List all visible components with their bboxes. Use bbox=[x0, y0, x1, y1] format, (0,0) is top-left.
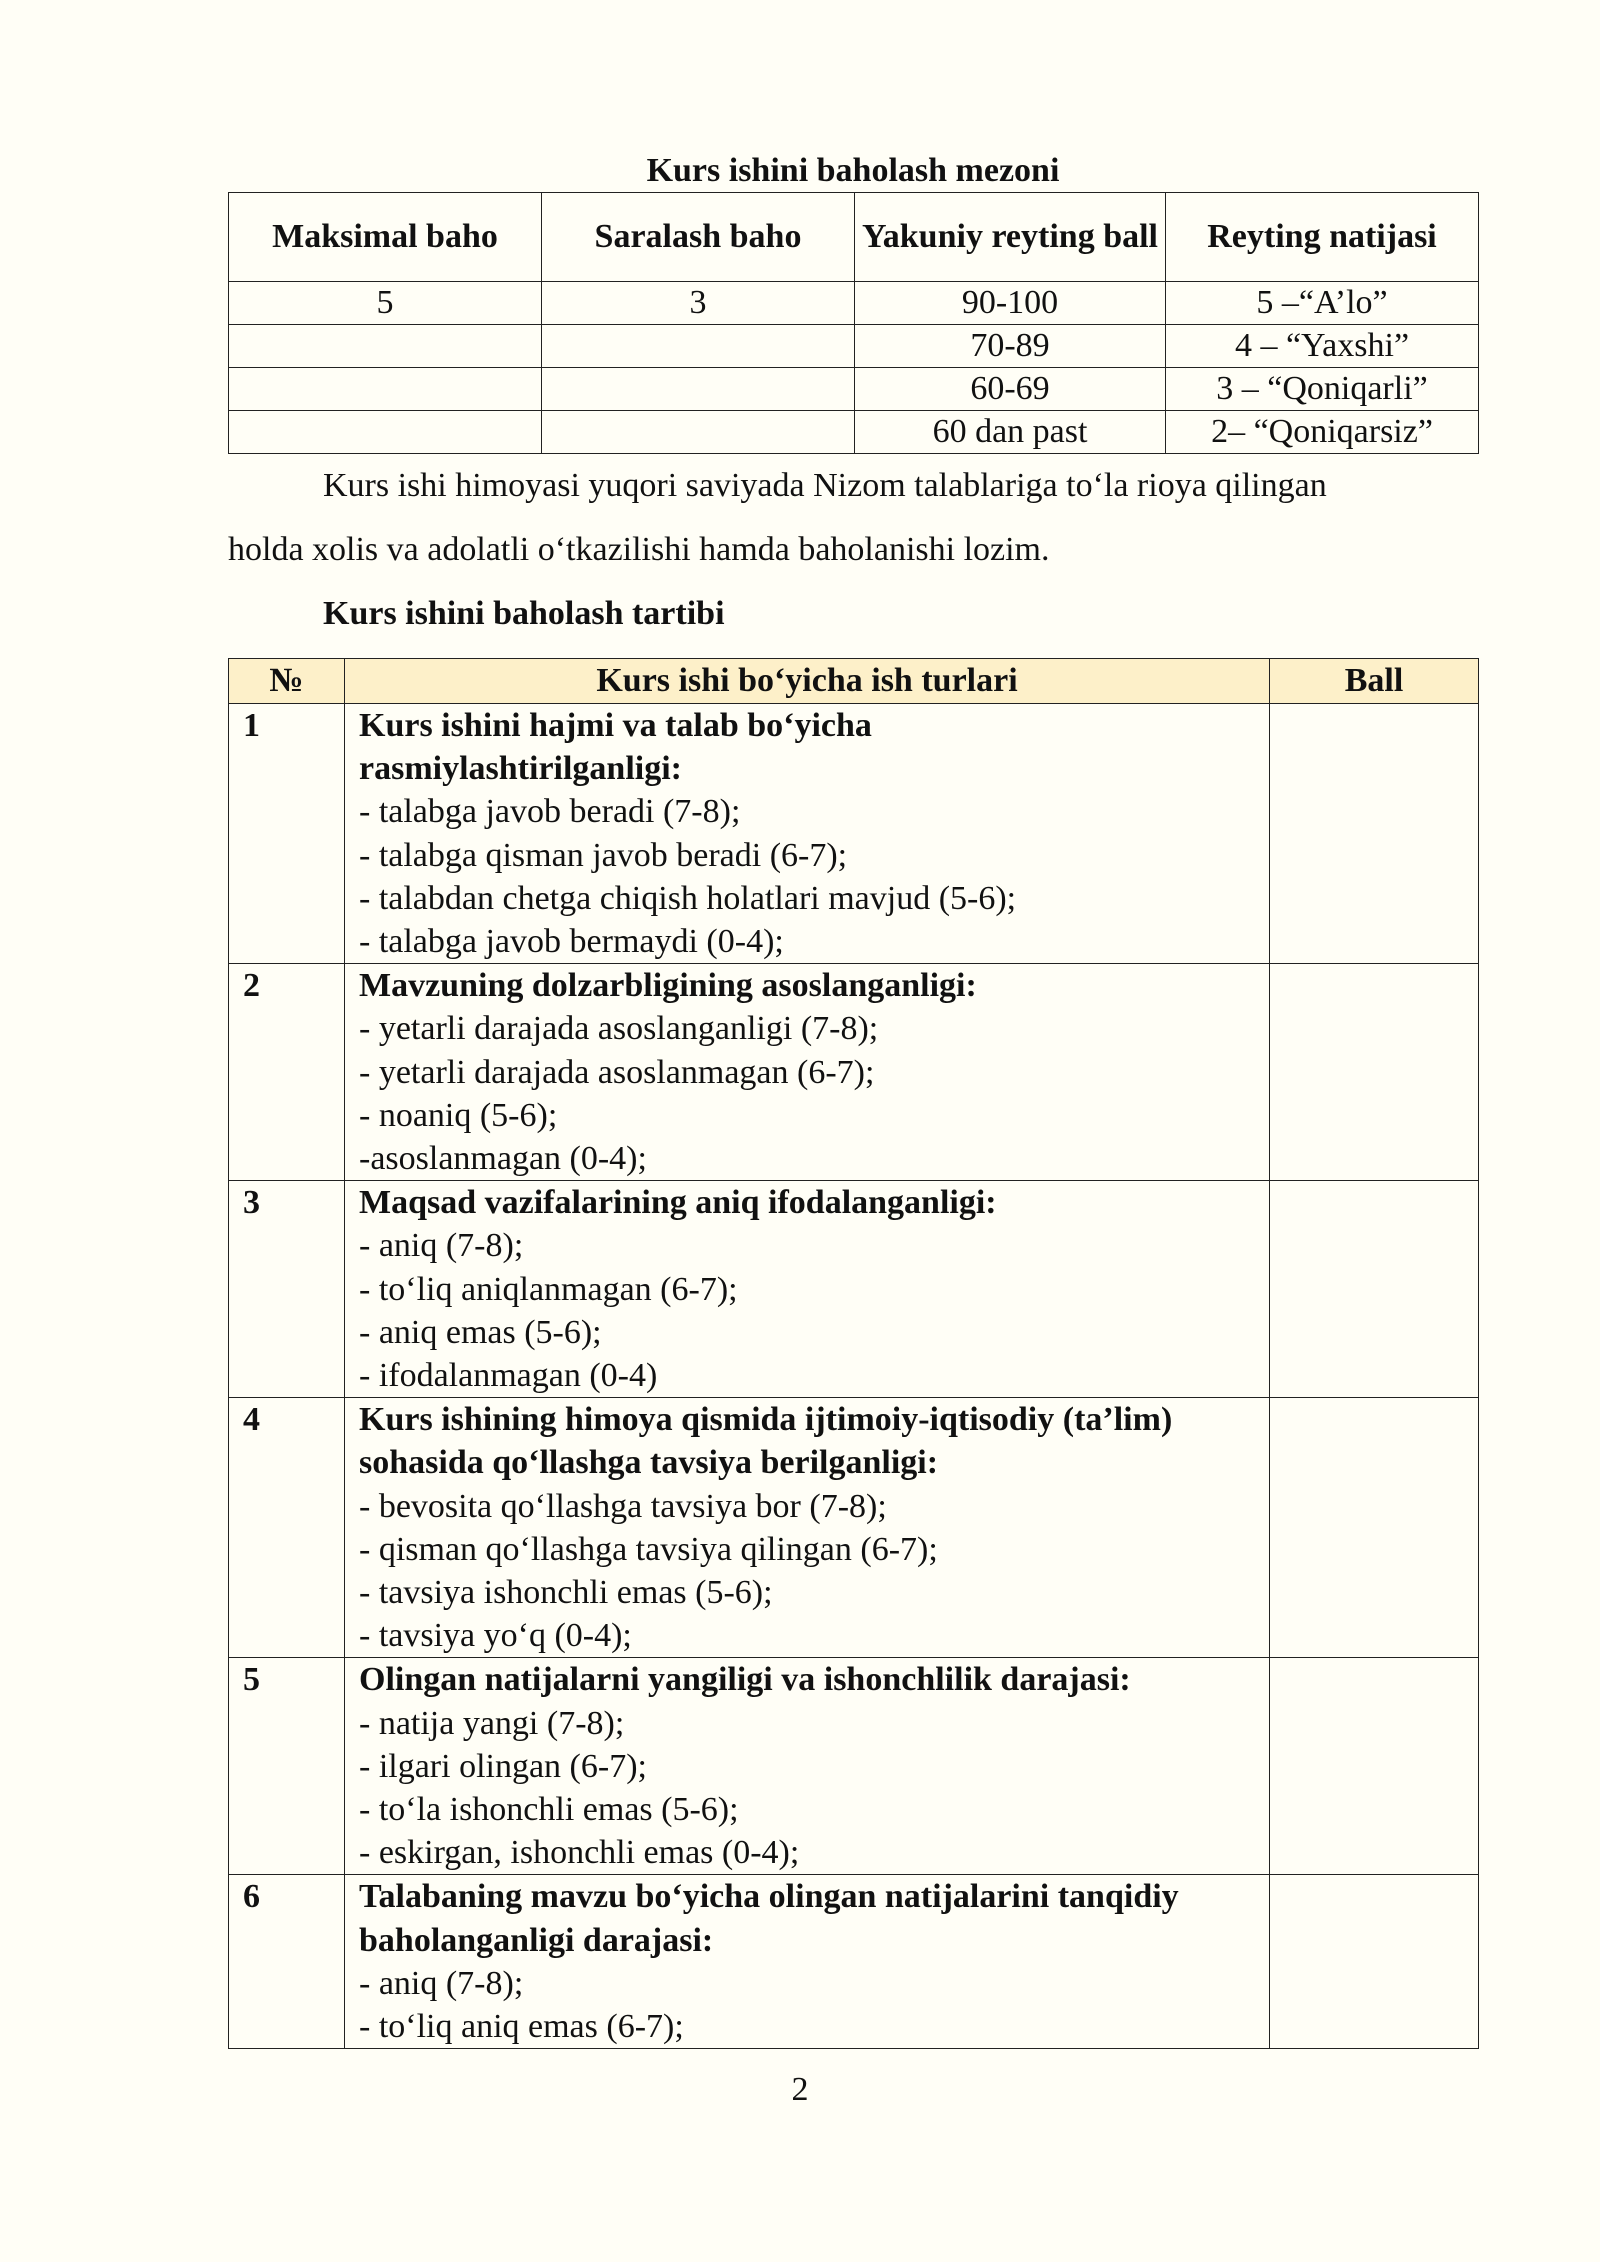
criterion-option: - aniq emas (5-6); bbox=[359, 1313, 602, 1351]
table-cell: 70-89 bbox=[855, 325, 1166, 368]
criterion-title: sohasida qo‘llashga tavsiya berilganligi: bbox=[359, 1444, 939, 1482]
table-cell bbox=[229, 325, 542, 368]
criterion-cell bbox=[345, 704, 1270, 964]
table-cell: 5 bbox=[229, 282, 542, 325]
score-cell bbox=[1270, 1398, 1479, 1658]
row-number: 6 bbox=[229, 1875, 345, 2049]
table-cell bbox=[542, 325, 855, 368]
table-cell: 90-100 bbox=[855, 282, 1166, 325]
criterion-option: - yetarli darajada asoslanmagan (6-7); bbox=[359, 1053, 875, 1091]
table-row bbox=[229, 1875, 1479, 2049]
body-paragraph-line2: holda xolis va adolatli o‘tkazilishi hamda baholanishi lozim. bbox=[228, 531, 1050, 568]
criterion-option: - talabga qisman javob beradi (6-7); bbox=[359, 836, 848, 874]
criterion-option: - talabga javob bermaydi (0-4); bbox=[359, 923, 784, 961]
criterion-cell bbox=[345, 1875, 1270, 2049]
table2-title: Kurs ishini baholash tartibi bbox=[323, 595, 725, 632]
page-content bbox=[228, 150, 1478, 2049]
table-cell: 5 –“A’lo” bbox=[1166, 282, 1479, 325]
criterion-option: - qisman qo‘llashga tavsiya qilingan (6-7); bbox=[359, 1530, 938, 1568]
criterion-option: - talabdan chetga chiqish holatlari mavjud (5-6); bbox=[359, 879, 1017, 917]
table-cell: 2– “Qoniqarsiz” bbox=[1166, 411, 1479, 454]
criterion-title: Maqsad vazifalarining aniq ifodalanganligi: bbox=[359, 1184, 997, 1222]
table2-header-score: Ball bbox=[1270, 659, 1479, 704]
table-row bbox=[229, 964, 1479, 1181]
grading-procedure-table bbox=[228, 658, 1479, 2049]
criterion-cell bbox=[345, 1181, 1270, 1398]
criterion-option: - aniq (7-8); bbox=[359, 1227, 524, 1265]
table-row bbox=[229, 368, 1479, 411]
table1-header-pass-grade: Saralash baho bbox=[542, 193, 855, 282]
criterion-option: - natija yangi (7-8); bbox=[359, 1704, 625, 1742]
criterion-option: - tavsiya ishonchli emas (5-6); bbox=[359, 1574, 773, 1612]
score-cell bbox=[1270, 964, 1479, 1181]
table-cell: 3 – “Qoniqarli” bbox=[1166, 368, 1479, 411]
table2-header-row bbox=[229, 659, 1479, 704]
criterion-option: - bevosita qo‘llashga tavsiya bor (7-8); bbox=[359, 1487, 887, 1525]
table-row bbox=[229, 1181, 1479, 1398]
table-cell: 60 dan past bbox=[855, 411, 1166, 454]
criterion-option: - eskirgan, ishonchli emas (0-4); bbox=[359, 1834, 800, 1872]
score-cell bbox=[1270, 1875, 1479, 2049]
criterion-option: - to‘la ishonchli emas (5-6); bbox=[359, 1791, 739, 1829]
criterion-option: - yetarli darajada asoslanganligi (7-8); bbox=[359, 1010, 879, 1048]
page-number: 2 bbox=[791, 2071, 809, 2108]
body-paragraph-line1: Kurs ishi himoyasi yuqori saviyada Nizom talablariga to‘la rioya qilingan bbox=[323, 467, 1327, 504]
criterion-title: rasmiylashtirilganligi: bbox=[359, 750, 682, 788]
criterion-title: Mavzuning dolzarbligining asoslanganligi: bbox=[359, 967, 977, 1005]
score-cell bbox=[1270, 1658, 1479, 1875]
criterion-title: Talabaning mavzu bo‘yicha olingan natijalarini tanqidiy bbox=[359, 1878, 1179, 1916]
table-cell: 3 bbox=[542, 282, 855, 325]
table-cell bbox=[542, 368, 855, 411]
row-number: 5 bbox=[229, 1658, 345, 1875]
score-cell bbox=[1270, 1181, 1479, 1398]
table2-body bbox=[229, 704, 1479, 2049]
criterion-cell bbox=[345, 1658, 1270, 1875]
table-row bbox=[229, 411, 1479, 454]
table2-header-work-types: Kurs ishi bo‘yicha ish turlari bbox=[345, 659, 1270, 704]
table-cell: 4 – “Yaxshi” bbox=[1166, 325, 1479, 368]
criterion-title: baholanganligi darajasi: bbox=[359, 1921, 714, 1959]
table-row bbox=[229, 1398, 1479, 1658]
criterion-title: Kurs ishining himoya qismida ijtimoiy-iqtisodiy (ta’lim) bbox=[359, 1401, 1173, 1439]
table2-header-number: № bbox=[229, 659, 345, 704]
criterion-option: - noaniq (5-6); bbox=[359, 1096, 558, 1134]
row-number: 4 bbox=[229, 1398, 345, 1658]
criterion-option: - ilgari olingan (6-7); bbox=[359, 1747, 647, 1785]
score-cell bbox=[1270, 704, 1479, 964]
criterion-option: - to‘liq aniq emas (6-7); bbox=[359, 2008, 684, 2046]
table1-header-result: Reyting natijasi bbox=[1166, 193, 1479, 282]
criterion-option: - aniq (7-8); bbox=[359, 1964, 524, 2002]
table1-header-row bbox=[229, 193, 1479, 282]
criterion-cell bbox=[345, 1398, 1270, 1658]
criterion-option: - talabga javob beradi (7-8); bbox=[359, 793, 741, 831]
table1-header-max-grade: Maksimal baho bbox=[229, 193, 542, 282]
row-number: 2 bbox=[229, 964, 345, 1181]
row-number: 1 bbox=[229, 704, 345, 964]
criterion-option: - ifodalanmagan (0-4) bbox=[359, 1357, 658, 1395]
table-cell bbox=[229, 411, 542, 454]
table-row bbox=[229, 282, 1479, 325]
table-cell bbox=[229, 368, 542, 411]
table1-title: Kurs ishini baholash mezoni bbox=[646, 152, 1060, 189]
criterion-title: Olingan natijalarni yangiligi va ishonchlilik darajasi: bbox=[359, 1661, 1131, 1699]
grading-criteria-table bbox=[228, 192, 1479, 454]
row-number: 3 bbox=[229, 1181, 345, 1398]
criterion-cell bbox=[345, 964, 1270, 1181]
table-cell: 60-69 bbox=[855, 368, 1166, 411]
table-row bbox=[229, 1658, 1479, 1875]
criterion-option: -asoslanmagan (0-4); bbox=[359, 1140, 647, 1178]
table1-header-final-score: Yakuniy reyting ball bbox=[855, 193, 1166, 282]
table-row bbox=[229, 704, 1479, 964]
table-row bbox=[229, 325, 1479, 368]
criterion-option: - tavsiya yo‘q (0-4); bbox=[359, 1617, 632, 1655]
criterion-option: - to‘liq aniqlanmagan (6-7); bbox=[359, 1270, 738, 1308]
criterion-title: Kurs ishini hajmi va talab bo‘yicha bbox=[359, 707, 872, 744]
table-cell bbox=[542, 411, 855, 454]
